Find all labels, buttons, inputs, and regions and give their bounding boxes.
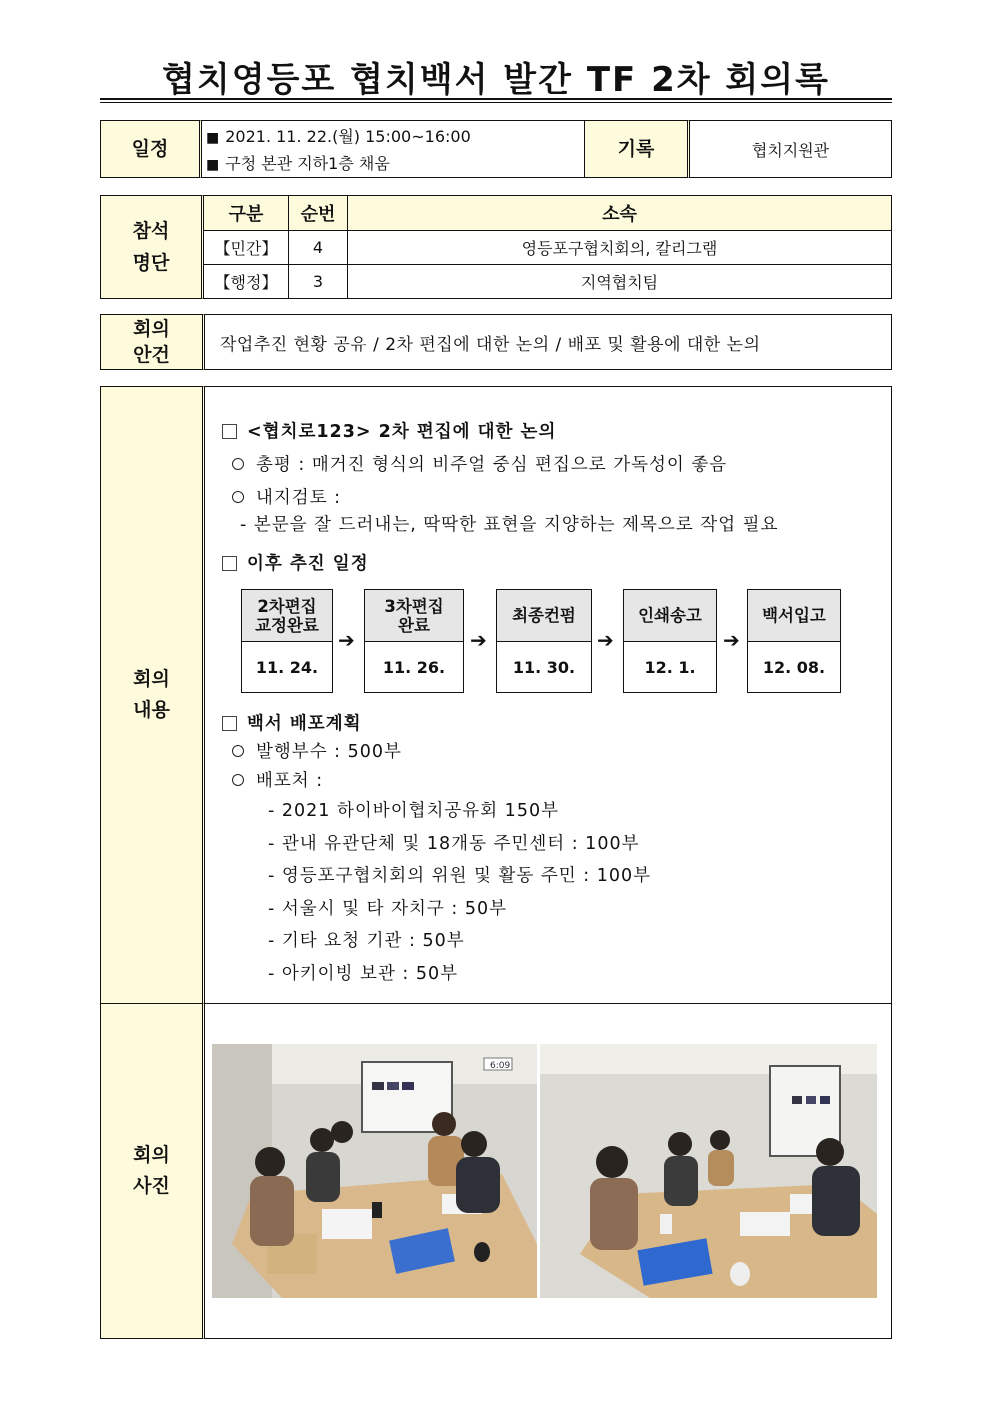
title-rule (100, 98, 892, 100)
photos-label-text: 회의 사진 (133, 1144, 170, 1197)
row-org: 지역협치팀 (347, 264, 892, 299)
row-count: 4 (288, 230, 348, 265)
page-title: 협치영등포 협치백서 발간 TF 2차 회의록 (162, 60, 830, 100)
flow-step-title: 2차편집 교정완료 (242, 590, 332, 642)
meeting-photo-1-image (212, 1044, 537, 1298)
record-label: 기록 (584, 120, 690, 178)
circle-bullet-icon (232, 491, 244, 503)
square-bullet-icon: ■ (206, 130, 220, 146)
agenda-label-text: 회의 안건 (133, 318, 170, 366)
circle-bullet-icon (232, 745, 244, 757)
header-type: 구분 (203, 195, 289, 231)
distribution-item: - 영등포구협치회의 위원 및 활동 주민 : 100부 (268, 866, 652, 886)
schedule-details (206, 124, 471, 178)
arrow-right-icon: ➔ (597, 628, 614, 652)
agenda-text: 작업추진 현황 공유 / 2차 편집에 대한 논의 / 배포 및 활용에 대한 논의 (220, 335, 761, 355)
schedule-date: ■ 2021. 11. 22.(월) 15:00~16:00 (206, 127, 471, 146)
flow-step (241, 589, 333, 693)
flow-step-title: 최종컨펌 (497, 590, 591, 642)
distribution-item: - 관내 유관단체 및 18개동 주민센터 : 100부 (268, 834, 640, 854)
photos-label (100, 1003, 205, 1339)
agenda-label (100, 314, 205, 370)
circle-bullet-icon (232, 774, 244, 786)
clock-readout: 6:09 (490, 1061, 511, 1071)
arrow-right-icon: ➔ (723, 628, 740, 652)
content-label-text: 회의 내용 (133, 668, 170, 721)
title-rule (100, 102, 892, 103)
checkbox-icon (222, 424, 237, 439)
content-label (100, 386, 205, 1004)
section-heading: <협치로123> 2차 편집에 대한 논의 (222, 418, 556, 443)
meeting-photo-2-image (540, 1044, 877, 1298)
review-item: 총평 : 매거진 형식의 비주얼 중심 편집으로 가독성이 좋음 (232, 451, 727, 476)
flow-step-date: 11. 24. (255, 658, 319, 677)
section-heading: 이후 추진 일정 (222, 550, 369, 575)
square-bullet-icon: ■ (206, 157, 220, 173)
flow-step-title: 백서입고 (748, 590, 840, 642)
flow-step-date: 11. 30. (512, 658, 576, 677)
row-type: 【민간】 (203, 230, 289, 265)
row-org: 영등포구협치회의, 칼리그램 (347, 230, 892, 265)
copies-item: 발행부수 : 500부 (232, 738, 402, 763)
meeting-photo-2 (540, 1044, 877, 1298)
schedule-label: 일정 (100, 120, 202, 178)
header-count: 순번 (288, 195, 348, 231)
row-type: 【행정】 (203, 264, 289, 299)
circle-bullet-icon (232, 458, 244, 470)
distribution-item: - 기타 요청 기관 : 50부 (268, 931, 465, 951)
flow-step-title: 3차편집 완료 (365, 590, 463, 642)
header-org: 소속 (347, 195, 892, 231)
flow-step-date: 12. 1. (644, 658, 696, 677)
row-count: 3 (288, 264, 348, 299)
flow-step (496, 589, 592, 693)
inner-review-label: 내지검토 : (232, 484, 341, 509)
arrow-right-icon: ➔ (470, 628, 487, 652)
distribution-item: - 2021 하이바이협치공유회 150부 (268, 801, 559, 821)
flow-step (747, 589, 841, 693)
flow-step (623, 589, 717, 693)
checkbox-icon (222, 716, 237, 731)
distribution-label: 배포처 : (232, 767, 323, 792)
attendees-label-text: 참석 명단 (132, 220, 170, 274)
section-heading: 백서 배포계획 (222, 710, 362, 735)
checkbox-icon (222, 556, 237, 571)
schedule-place: ■ 구청 본관 지하1층 채움 (206, 154, 390, 173)
arrow-right-icon: ➔ (338, 628, 355, 652)
flow-step-date: 12. 08. (762, 658, 826, 677)
attendees-label (100, 195, 204, 299)
meeting-photo-1 (212, 1044, 537, 1298)
flow-step-title: 인쇄송고 (624, 590, 716, 642)
distribution-item: - 아키이빙 보관 : 50부 (268, 964, 459, 984)
flow-step-date: 11. 26. (382, 658, 446, 677)
flow-step (364, 589, 464, 693)
distribution-item: - 서울시 및 타 자치구 : 50부 (268, 899, 507, 919)
record-value: 협치지원관 (689, 120, 892, 178)
inner-review-item: - 본문을 잘 드러내는, 딱딱한 표현을 지양하는 제목으로 작업 필요 (240, 515, 779, 535)
